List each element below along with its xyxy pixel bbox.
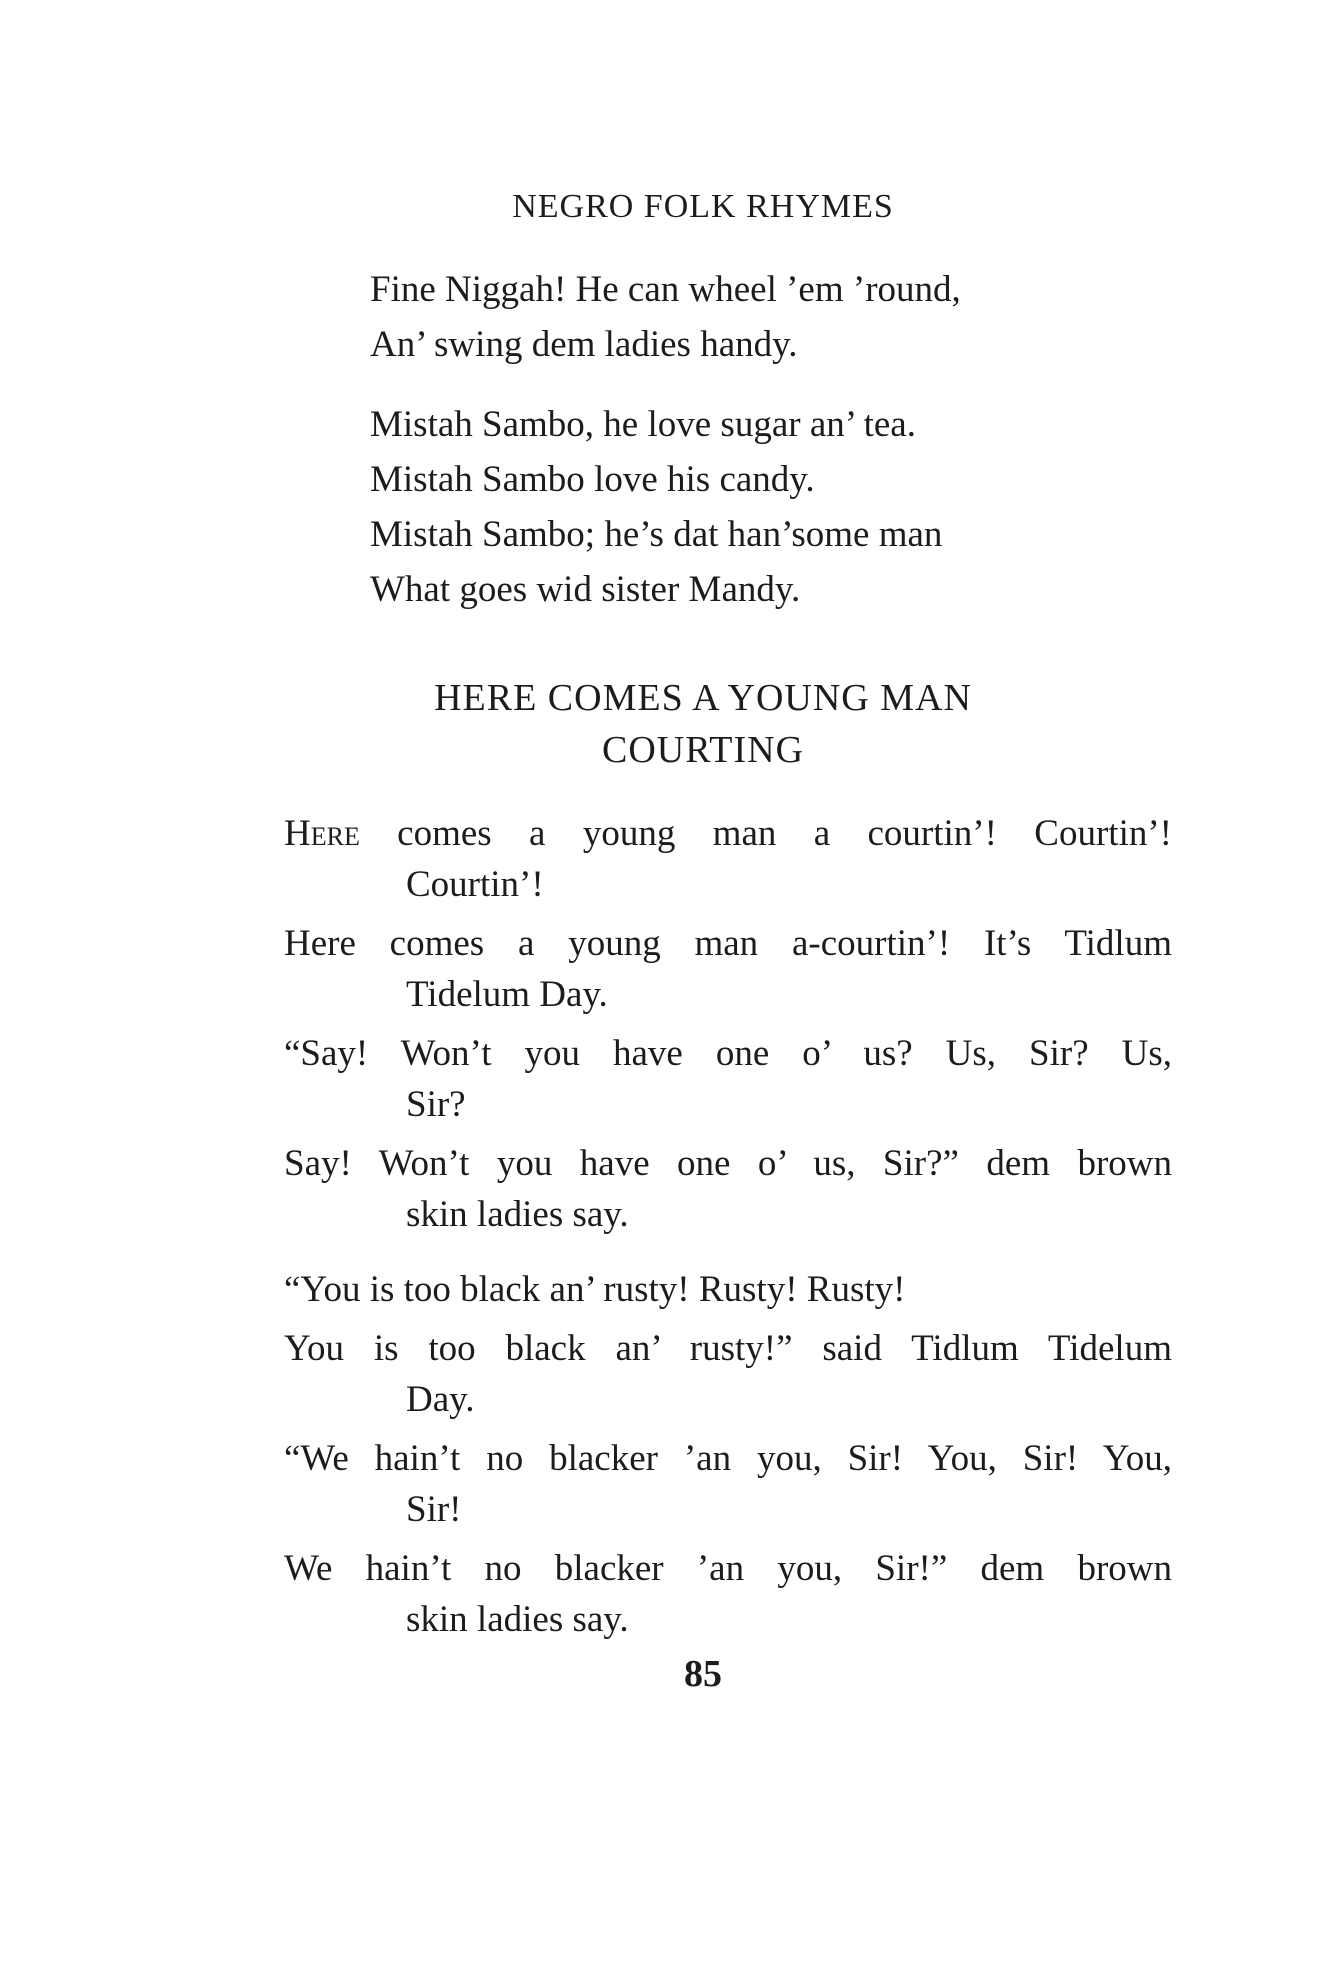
stanza-line: Mistah Sambo; he’s dat han’some man: [370, 514, 943, 555]
verse-line: [284, 808, 1172, 859]
verse-lead-word: Here: [284, 813, 360, 854]
verse-line-continuation: skin ladies say.: [406, 1194, 629, 1235]
verse-rusty: [284, 1264, 1172, 1653]
verse-line: Here comes a young man a-courtin’! It’s Tidlum: [284, 923, 1172, 964]
page-number: 85: [684, 1653, 722, 1695]
stanza-line: An’ swing dem ladies handy.: [370, 324, 798, 365]
section-title: [0, 672, 1326, 776]
stanza-line: What goes wid sister Mandy.: [370, 569, 801, 610]
verse-line-rest: comes a young man a courtin’! Courtin’!: [359, 813, 1172, 854]
verse-line-continuation: skin ladies say.: [406, 1599, 629, 1640]
section-title-line2: COURTING: [601, 729, 805, 771]
section-title-line1: HERE COMES A YOUNG MAN: [434, 677, 972, 719]
verse-line: “Say! Won’t you have one o’ us? Us, Sir? Us,: [284, 1033, 1172, 1074]
verse-line: “You is too black an’ rusty! Rusty! Rusty!: [284, 1269, 906, 1310]
stanza-line: Mistah Sambo, he love sugar an’ tea.: [370, 404, 916, 445]
verse-line: “We hain’t no blacker ’an you, Sir! You, Sir! You,: [284, 1438, 1172, 1479]
verse-line-continuation: Tidelum Day.: [406, 974, 608, 1015]
stanza-line: Mistah Sambo love his candy.: [370, 459, 815, 500]
verse-line-continuation: Sir?: [406, 1084, 466, 1125]
stanza-line: Fine Niggah! He can wheel ’em ’round,: [370, 269, 961, 310]
verse-courting: [284, 808, 1172, 1248]
verse-line: We hain’t no blacker ’an you, Sir!” dem brown: [284, 1548, 1172, 1589]
stanza-fine-niggah: [370, 262, 961, 372]
verse-line-continuation: Sir!: [406, 1489, 462, 1530]
verse-line: You is too black an’ rusty!” said Tidlum Tidelum: [284, 1328, 1172, 1369]
stanza-mistah-sambo: [370, 397, 942, 617]
verse-line: Say! Won’t you have one o’ us, Sir?” dem brown: [284, 1143, 1172, 1184]
verse-line-continuation: Day.: [406, 1379, 475, 1420]
running-head: NEGRO FOLK RHYMES: [512, 188, 894, 225]
verse-line-continuation: Courtin’!: [406, 864, 544, 905]
